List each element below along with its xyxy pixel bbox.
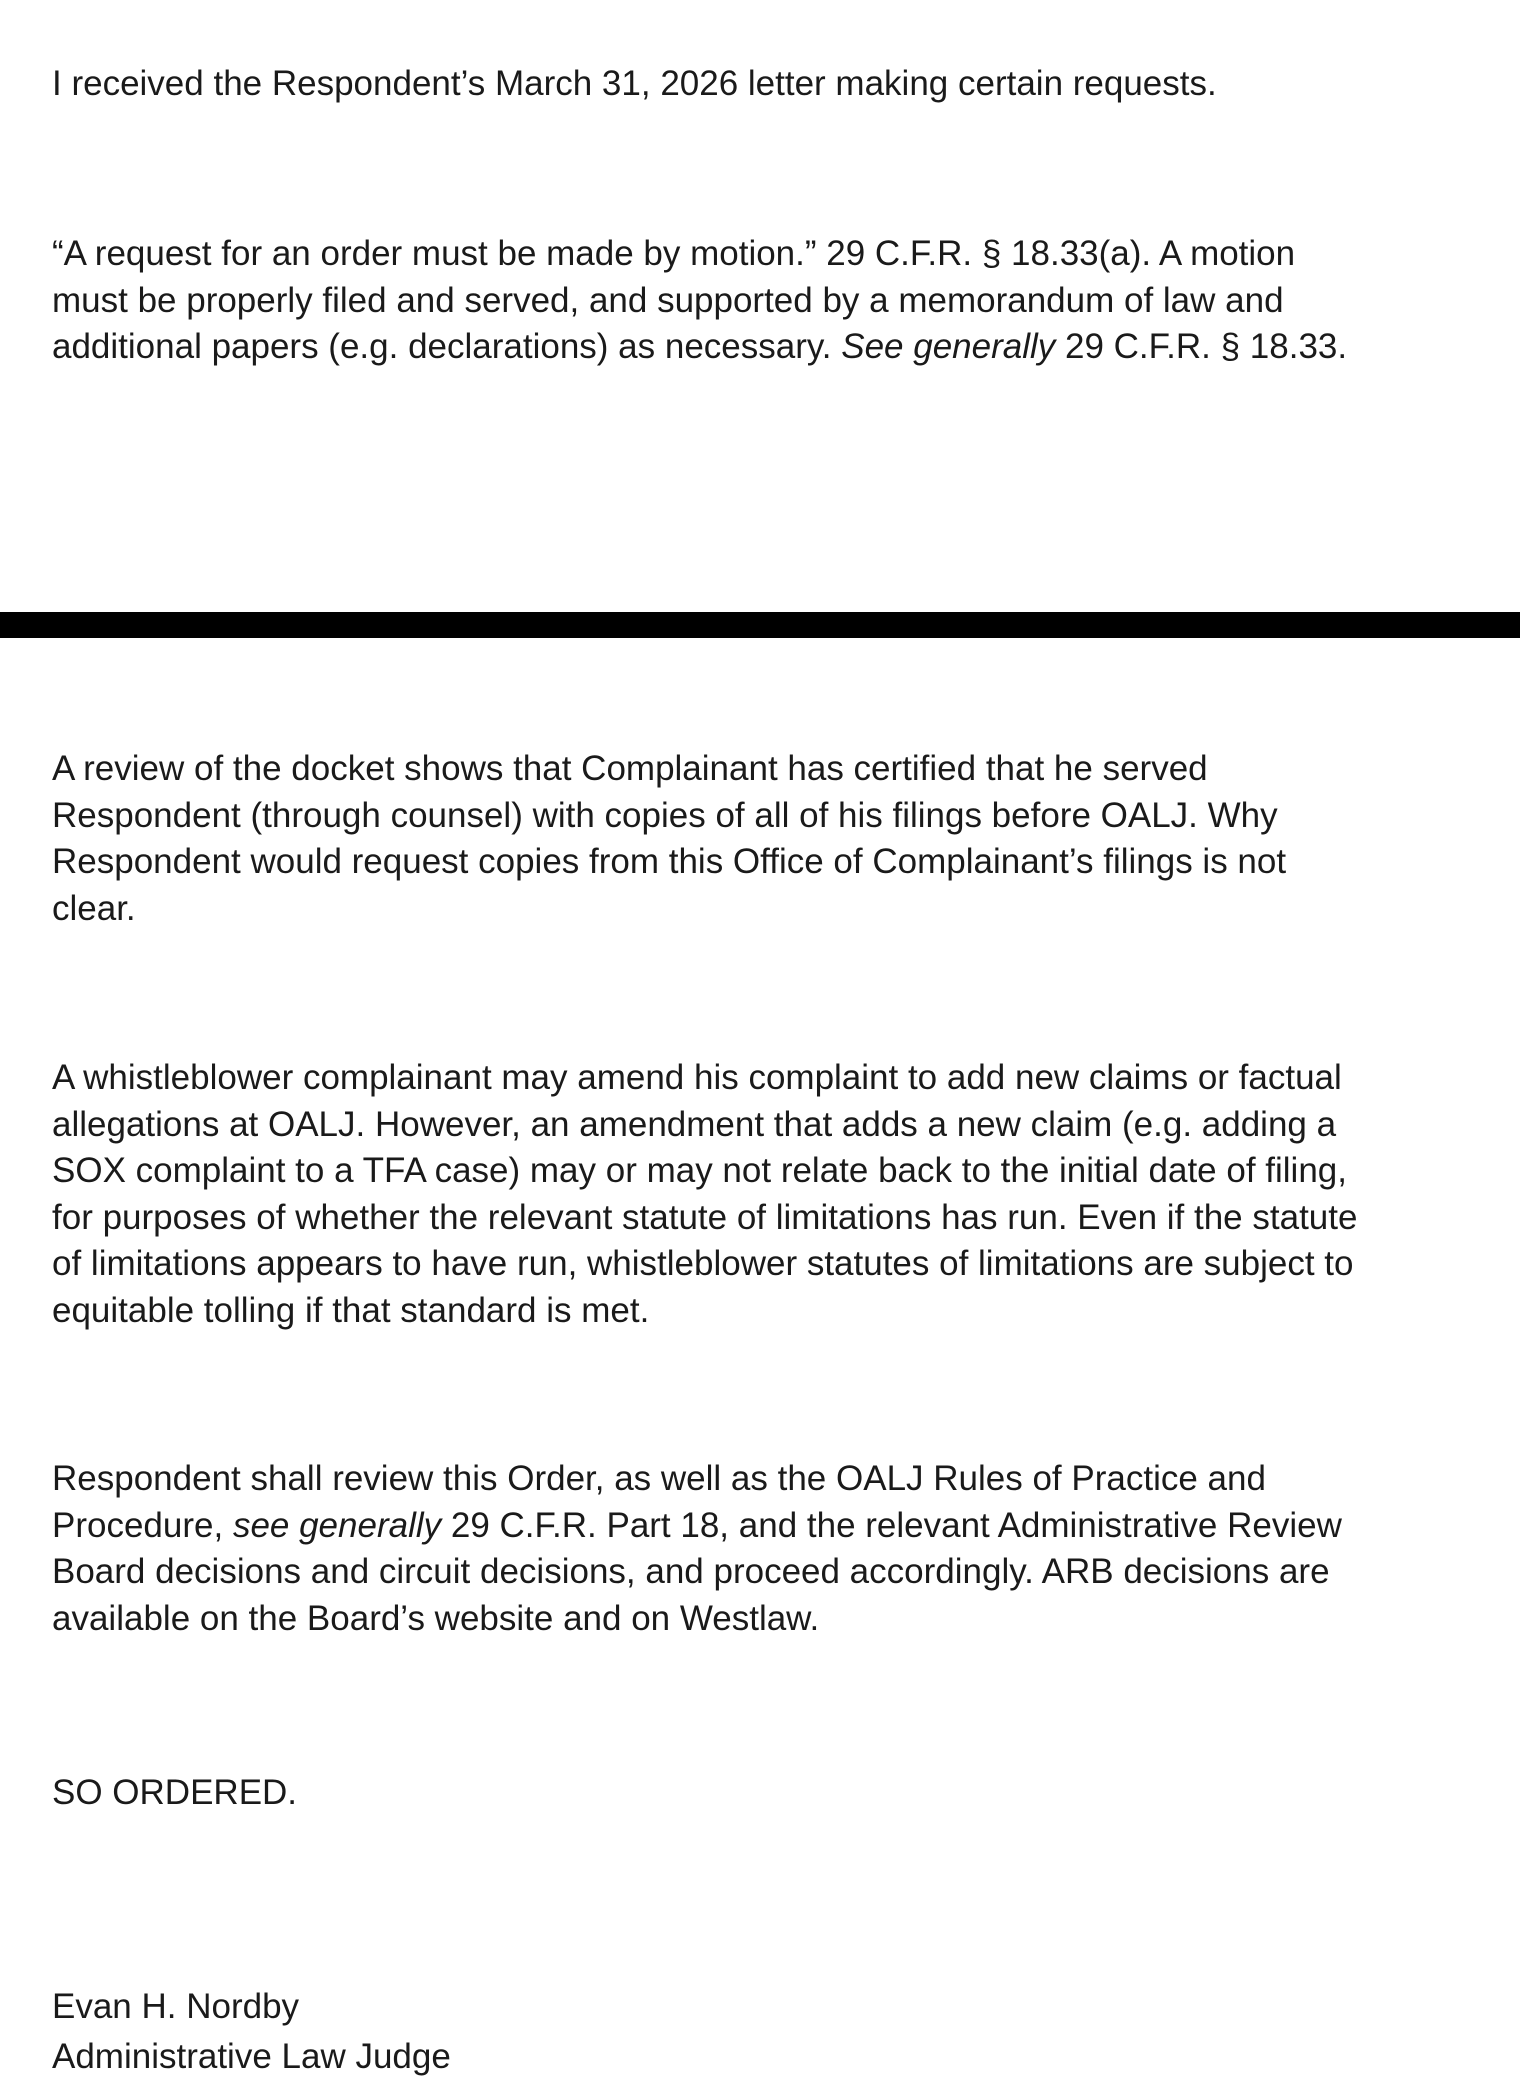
text-line: A whistleblower complainant may amend his complaint to add new claims or factual: [52, 1058, 1342, 1097]
text-line: Administrative Law Judge: [52, 2037, 451, 2076]
text-fragment: 29 C.F.R. Part 18, and the relevant Administrative Review: [441, 1505, 1342, 1545]
signature-title: [52, 2034, 1492, 2081]
text-line: Respondent (through counsel) with copies of all of his filings before OALJ. Why: [52, 795, 1278, 835]
paragraph-amendment: [52, 1055, 1492, 1334]
text-line: Board decisions and circuit decisions, and proceed accordingly. ARB decisions are: [52, 1552, 1330, 1591]
text-fragment: Procedure,: [52, 1505, 233, 1545]
paragraph-docket-review: [52, 746, 1492, 932]
so-ordered: [52, 1770, 1492, 1817]
text-line: for purposes of whether the relevant statute of limitations has run. Even if the statute: [52, 1197, 1358, 1237]
paragraph-respondent-review: [52, 1456, 1492, 1642]
text-line: A review of the docket shows that Complainant has certified that he served: [52, 749, 1208, 788]
text-fragment: additional papers (e.g. declarations) as necessary.: [52, 327, 842, 366]
paragraph-motion-requirement: [52, 231, 1492, 371]
text-line: SOX complaint to a TFA case) may or may not relate back to the initial date of filing,: [52, 1151, 1347, 1190]
text-line: “A request for an order must be made by motion.” 29 C.F.R. § 18.33(a). A motion: [52, 234, 1296, 273]
text-line: clear.: [52, 888, 136, 928]
text-line: equitable tolling if that standard is met.: [52, 1290, 650, 1330]
text-line: must be properly filed and served, and supported by a memorandum of law and: [52, 280, 1284, 320]
text-line: allegations at OALJ. However, an amendment that adds a new claim (e.g. adding a: [52, 1104, 1337, 1144]
text-line: Respondent shall review this Order, as well as the OALJ Rules of Practice and: [52, 1459, 1266, 1498]
text-line: Evan H. Nordby: [52, 1987, 300, 2026]
text-line: [52, 1503, 1492, 1550]
text-line: I received the Respondent’s March 31, 2026 letter making certain requests.: [52, 64, 1217, 103]
italic-citation-signal: See generally: [841, 327, 1056, 366]
text-line: [52, 324, 1492, 371]
text-fragment: 29 C.F.R. § 18.33.: [1055, 327, 1348, 366]
text-line: available on the Board’s website and on Westlaw.: [52, 1598, 820, 1638]
text-line: SO ORDERED.: [52, 1773, 298, 1812]
italic-citation-signal: see generally: [232, 1505, 442, 1545]
text-line: Respondent would request copies from this Office of Complainant’s filings is not: [52, 842, 1287, 881]
paragraph-received-letter: [52, 61, 1492, 108]
text-line: of limitations appears to have run, whistleblower statutes of limitations are subject to: [52, 1244, 1354, 1283]
signature-name: [52, 1984, 1492, 2031]
black-divider-bar: [0, 612, 1520, 638]
